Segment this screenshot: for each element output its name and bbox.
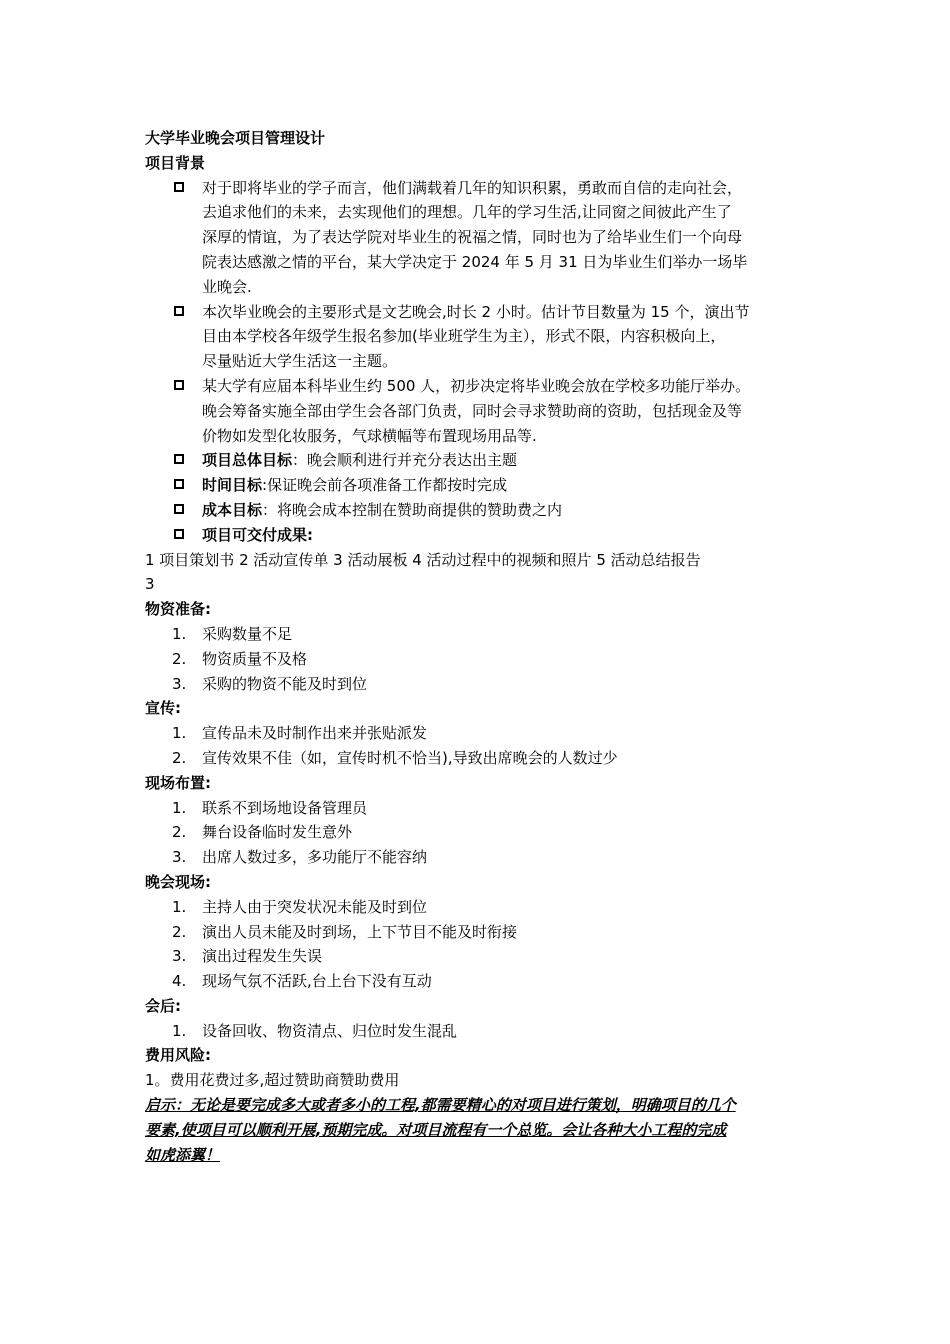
- risk-heading-event-site: 晚会现场:: [145, 872, 211, 891]
- text-line: 尽量贴近大学生活这一主题。: [202, 352, 398, 371]
- goal-text: ：晚会顺利进行并充分表达出主题: [292, 451, 518, 470]
- list-text: 宣传效果不佳（如，宣传时机不恰当),导致出席晚会的人数过少: [202, 748, 618, 767]
- list-item: [145, 895, 825, 920]
- list-number: 1.: [172, 798, 187, 817]
- text-line: 目由本学校各年级学生报名参加(毕业班学生为主），形式不限，内容积极向上，: [202, 327, 726, 346]
- risk-heading-cost: 费用风险:: [145, 1046, 211, 1065]
- goal-label: 项目可交付成果:: [202, 525, 313, 544]
- list-item: [145, 845, 825, 870]
- list-item: [145, 1019, 825, 1044]
- risk-heading-venue-setup: 现场布置:: [145, 773, 211, 792]
- list-number: 4.: [172, 972, 187, 991]
- goal-time: [145, 473, 825, 498]
- list-text: 采购的物资不能及时到位: [202, 674, 368, 693]
- risk-heading-materials: 物资准备:: [145, 600, 211, 619]
- list-number: 2.: [172, 748, 187, 767]
- goal-cost: [145, 498, 825, 523]
- goal-label: 时间目标: [202, 476, 263, 495]
- insight-note-line: 启示：无论是要完成多大或者多小的工程,都需要精心的对项目进行策划，明确项目的几个: [145, 1096, 736, 1115]
- list-text: 设备回收、物资清点、归位时发生混乱: [202, 1021, 458, 1040]
- list-item: [145, 796, 825, 821]
- background-heading: 项目背景: [145, 153, 206, 172]
- goal-overall: [145, 448, 825, 473]
- list-item: [145, 944, 825, 969]
- document-page: [145, 126, 825, 1167]
- text-line: 本次毕业晚会的主要形式是文艺晚会,时长 2 小时。估计节目数量为 15 个，演出节: [202, 302, 750, 321]
- checkbox-bullet-icon: [174, 479, 184, 489]
- goal-deliverables: [145, 523, 825, 548]
- risk-heading-after-event: 会后:: [145, 996, 181, 1015]
- text-line: 晚会筹备实施全部由学生会各部门负责，同时会寻求赞助商的资助，包括现金及等: [202, 401, 743, 420]
- list-item: [145, 622, 825, 647]
- background-bullet-1: [145, 176, 825, 300]
- insight-note-line: 要素,使项目可以顺利开展,预期完成。对项目流程有一个总览。会让各种大小工程的完成: [145, 1120, 727, 1139]
- list-number: 2.: [172, 823, 187, 842]
- list-text: 主持人由于突发状况未能及时到位: [202, 897, 428, 916]
- list-number: 2.: [172, 649, 187, 668]
- text-line: 院表达感激之情的平台，某大学决定于 2024 年 5 月 31 日为毕业生们举办一场毕: [202, 252, 748, 271]
- deliverables-list: 1 项目策划书 2 活动宣传单 3 活动展板 4 活动过程中的视频和照片 5 活动总结报告: [145, 550, 701, 569]
- checkbox-bullet-icon: [174, 380, 184, 390]
- list-number: 1.: [172, 624, 187, 643]
- checkbox-bullet-icon: [174, 454, 184, 464]
- text-line: 价物如发型化妆服务，气球横幅等布置现场用品等.: [202, 426, 537, 445]
- list-item: [145, 746, 825, 771]
- list-number: 1.: [172, 724, 187, 743]
- list-item: [145, 820, 825, 845]
- risk-heading-publicity: 宣传:: [145, 699, 181, 718]
- text-line: 对于即将毕业的学子而言，他们满载着几年的知识积累，勇敢而自信的走向社会，: [202, 178, 743, 197]
- goal-text: ：将晚会成本控制在赞助商提供的赞助费之内: [262, 500, 563, 519]
- list-item: [145, 920, 825, 945]
- background-bullet-3: [145, 374, 825, 448]
- goal-label: 项目总体目标: [202, 451, 293, 470]
- section-number: 3: [145, 575, 155, 594]
- checkbox-bullet-icon: [174, 504, 184, 514]
- list-text: 宣传品未及时制作出来并张贴派发: [202, 724, 428, 743]
- background-bullet-2: [145, 300, 825, 374]
- list-number: 1.: [172, 897, 187, 916]
- checkbox-bullet-icon: [174, 529, 184, 539]
- checkbox-bullet-icon: [174, 182, 184, 192]
- cost-item: 1。费用花费过多,超过赞助商赞助费用: [145, 1071, 400, 1090]
- document-title: 大学毕业晚会项目管理设计: [145, 129, 326, 147]
- list-item: [145, 672, 825, 697]
- text-line: 业晚会.: [202, 277, 252, 296]
- list-number: 1.: [172, 1021, 187, 1040]
- list-text: 舞台设备临时发生意外: [202, 823, 353, 842]
- text-line: 深厚的情谊，为了表达学院对毕业生的祝福之情，同时也为了给毕业生们一个向母: [202, 228, 743, 247]
- goal-text: :保证晚会前各项准备工作都按时完成: [262, 476, 508, 495]
- text-line: 某大学有应届本科毕业生约 500 人，初步决定将毕业晚会放在学校多功能厅举办。: [202, 376, 751, 395]
- list-text: 出席人数过多，多功能厅不能容纳: [202, 848, 428, 867]
- list-text: 采购数量不足: [202, 624, 293, 643]
- list-text: 演出过程发生失误: [202, 947, 323, 966]
- list-text: 物资质量不及格: [202, 649, 308, 668]
- list-number: 2.: [172, 922, 187, 941]
- text-line: 去追求他们的未来，去实现他们的理想。几年的学习生活,让同窗之间彼此产生了: [202, 203, 732, 222]
- list-number: 3.: [172, 848, 187, 867]
- checkbox-bullet-icon: [174, 306, 184, 316]
- insight-note-line: 如虎添翼！: [145, 1145, 221, 1164]
- list-number: 3.: [172, 947, 187, 966]
- list-item: [145, 721, 825, 746]
- list-item: [145, 969, 825, 994]
- list-number: 3.: [172, 674, 187, 693]
- list-item: [145, 647, 825, 672]
- list-text: 联系不到场地设备管理员: [202, 798, 368, 817]
- goal-label: 成本目标: [202, 500, 263, 519]
- list-text: 演出人员未能及时到场，上下节目不能及时衔接: [202, 922, 518, 941]
- list-text: 现场气氛不活跃,台上台下没有互动: [202, 972, 432, 991]
